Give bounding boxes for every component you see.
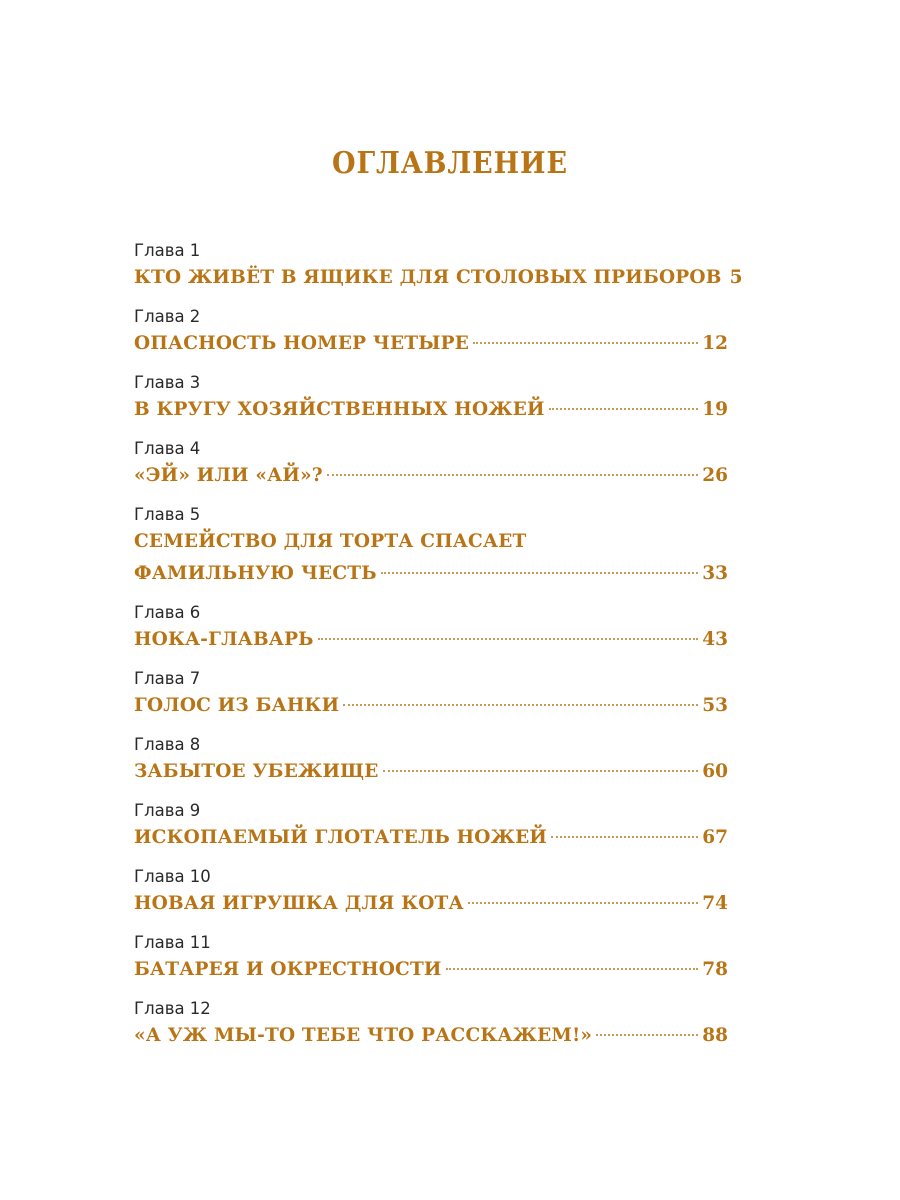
chapter-label: Глава 7: [134, 669, 201, 688]
chapter-title: ЗАБЫТОЕ УБЕЖИЩЕ: [134, 761, 379, 782]
chapter-label: Глава 11: [134, 933, 211, 952]
page-number: 60: [702, 761, 728, 782]
toc-entry-8[interactable]: [134, 734, 728, 788]
toc-entry-2[interactable]: [134, 306, 728, 360]
chapter-title: БАТАРЕЯ И ОКРЕСТНОСТИ: [134, 959, 442, 980]
dot-leader: [343, 704, 698, 706]
page-number: 5: [729, 267, 743, 288]
dot-leader: [446, 968, 699, 970]
chapter-label: Глава 5: [134, 505, 201, 524]
page-number: 53: [702, 695, 728, 716]
page-number: 19: [702, 399, 728, 420]
chapter-title: КТО ЖИВЁТ В ЯЩИКЕ ДЛЯ СТОЛОВЫХ ПРИБОРОВ: [134, 267, 722, 288]
page-number: 43: [702, 629, 728, 650]
chapter-title: «ЭЙ» ИЛИ «АЙ»?: [134, 465, 323, 486]
chapter-title: ФАМИЛЬНУЮ ЧЕСТЬ: [134, 563, 377, 584]
table-of-contents: [134, 240, 743, 1052]
page-number: 26: [702, 465, 728, 486]
toc-entry-10[interactable]: [134, 866, 728, 920]
chapter-title: «А УЖ МЫ-ТО ТЕБЕ ЧТО РАССКАЖЕМ!»: [134, 1025, 593, 1046]
chapter-title: НОКА-ГЛАВАРЬ: [134, 629, 314, 650]
chapter-title: ОПАСНОСТЬ НОМЕР ЧЕТЫРЕ: [134, 333, 470, 354]
toc-entry-1[interactable]: [134, 240, 743, 294]
toc-entry-5[interactable]: [134, 504, 728, 590]
page-number: 88: [702, 1025, 728, 1046]
chapter-title: В КРУГУ ХОЗЯЙСТВЕННЫХ НОЖЕЙ: [134, 399, 545, 420]
dot-leader: [327, 474, 698, 476]
page-title: ОГЛАВЛЕНИЕ: [332, 146, 568, 181]
dot-leader: [468, 902, 698, 904]
toc-entry-3[interactable]: [134, 372, 728, 426]
chapter-label: Глава 4: [134, 439, 201, 458]
toc-entry-6[interactable]: [134, 602, 728, 656]
toc-entry-9[interactable]: [134, 800, 728, 854]
chapter-label: Глава 9: [134, 801, 201, 820]
dot-leader: [549, 408, 699, 410]
dot-leader: [381, 572, 699, 574]
chapter-title: ИСКОПАЕМЫЙ ГЛОТАТЕЛЬ НОЖЕЙ: [134, 827, 548, 848]
chapter-title-line1: СЕМЕЙСТВО ДЛЯ ТОРТА СПАСАЕТ: [134, 531, 527, 552]
toc-entry-11[interactable]: [134, 932, 728, 986]
chapter-label: Глава 12: [134, 999, 211, 1018]
toc-entry-12[interactable]: [134, 998, 728, 1052]
dot-leader: [473, 342, 698, 344]
dot-leader: [318, 638, 699, 640]
chapter-label: Глава 1: [134, 241, 201, 260]
page-number: 33: [702, 563, 728, 584]
chapter-label: Глава 2: [134, 307, 201, 326]
chapter-title: ГОЛОС ИЗ БАНКИ: [134, 695, 340, 716]
dot-leader: [551, 836, 698, 838]
chapter-title: НОВАЯ ИГРУШКА ДЛЯ КОТА: [134, 893, 464, 914]
dot-leader: [383, 770, 699, 772]
chapter-label: Глава 3: [134, 373, 201, 392]
page-number: 67: [702, 827, 728, 848]
page-number: 12: [702, 333, 728, 354]
chapter-label: Глава 6: [134, 603, 201, 622]
chapter-label: Глава 8: [134, 735, 201, 754]
chapter-label: Глава 10: [134, 867, 211, 886]
page-number: 78: [702, 959, 728, 980]
toc-entry-7[interactable]: [134, 668, 728, 722]
dot-leader: [596, 1034, 698, 1036]
toc-entry-4[interactable]: [134, 438, 728, 492]
page-number: 74: [702, 893, 728, 914]
